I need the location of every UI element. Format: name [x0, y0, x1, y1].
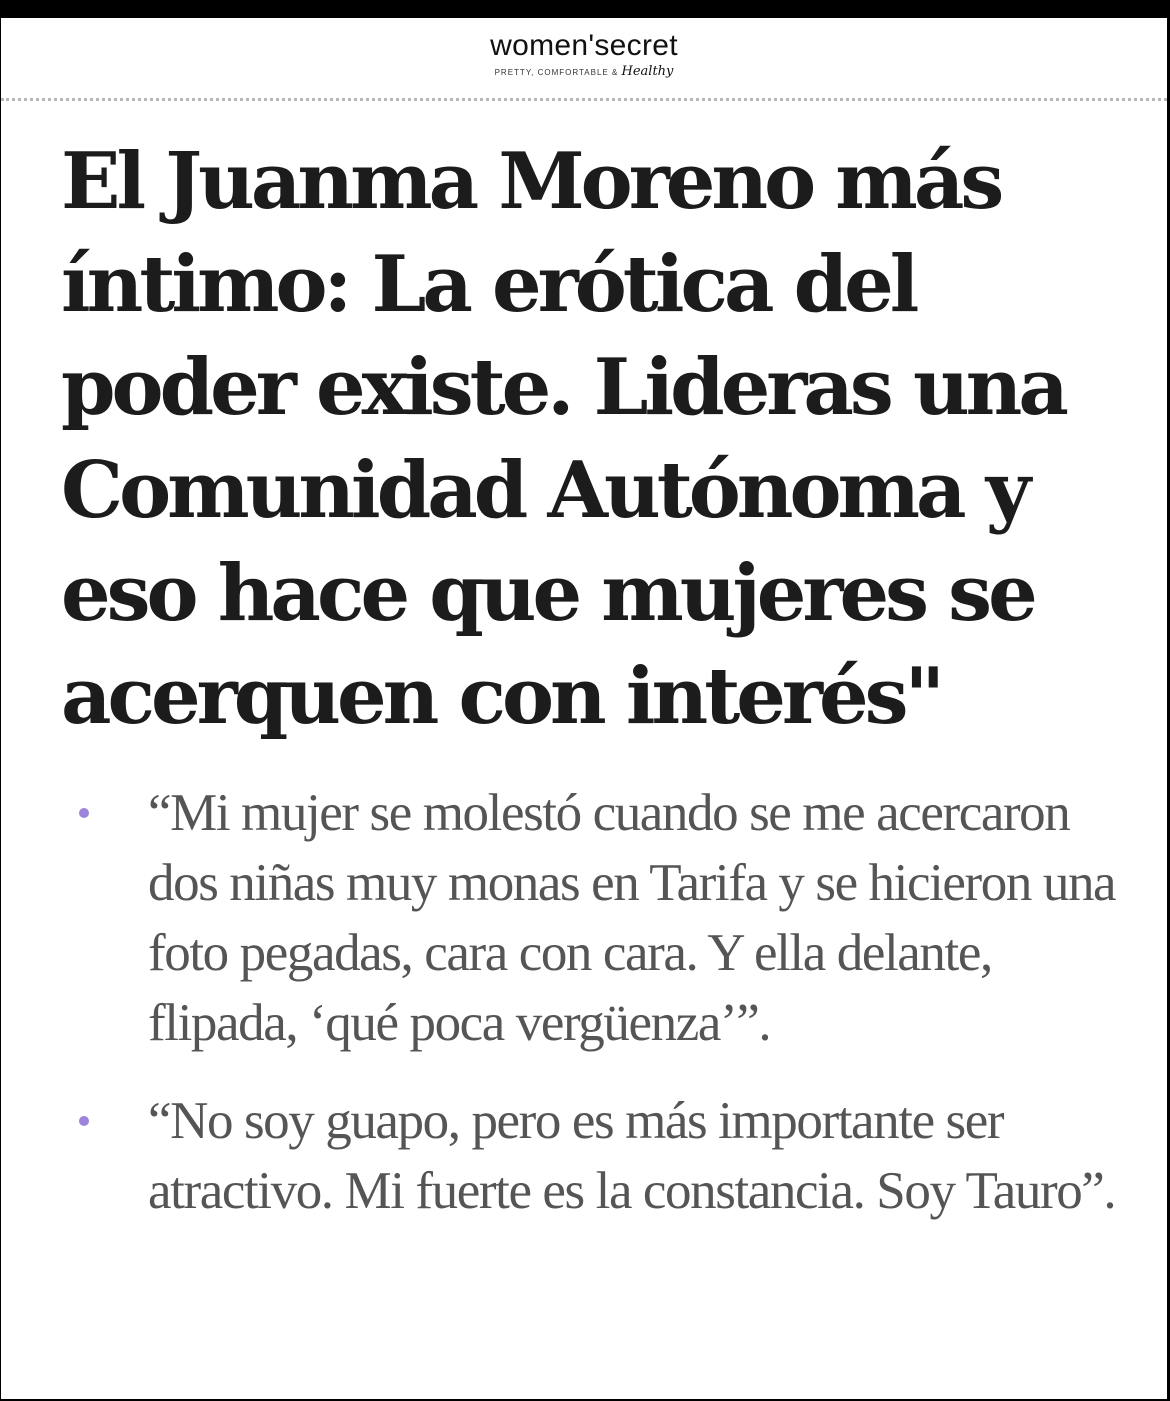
header-divider [1, 98, 1167, 101]
quote-item [1, 1086, 1167, 1226]
brand-tagline [1, 66, 1167, 79]
article-headline: El Juanma Moreno más íntimo: La erótica del poder existe. Lideras una Comunidad Autónoma y eso hace que mujeres se acerquen con interés" [61, 136, 1065, 742]
brand-logo[interactable] [1, 28, 1167, 79]
article-page [0, 18, 1168, 1399]
quote-list [1, 778, 1167, 1254]
brand-tagline-text: PRETTY, COMFORTABLE & [494, 68, 619, 77]
brand-tagline-script: Healthy [621, 64, 674, 79]
quote-item [1, 778, 1167, 1058]
quote-text: “No soy guapo, pero es más importante ser atractivo. Mi fuerte es la constancia. Soy Tauro”. [148, 1092, 1116, 1220]
quote-text: “Mi mujer se molestó cuando se me acercaron dos niñas muy monas en Tarifa y se hicieron una foto pegadas, cara con cara. Y ella delante, flipada, ‘qué poca vergüenza’”. [148, 784, 1116, 1052]
bullet-dot-icon [79, 808, 89, 818]
brand-name: women'secret [490, 29, 678, 62]
bullet-dot-icon [79, 1116, 89, 1126]
